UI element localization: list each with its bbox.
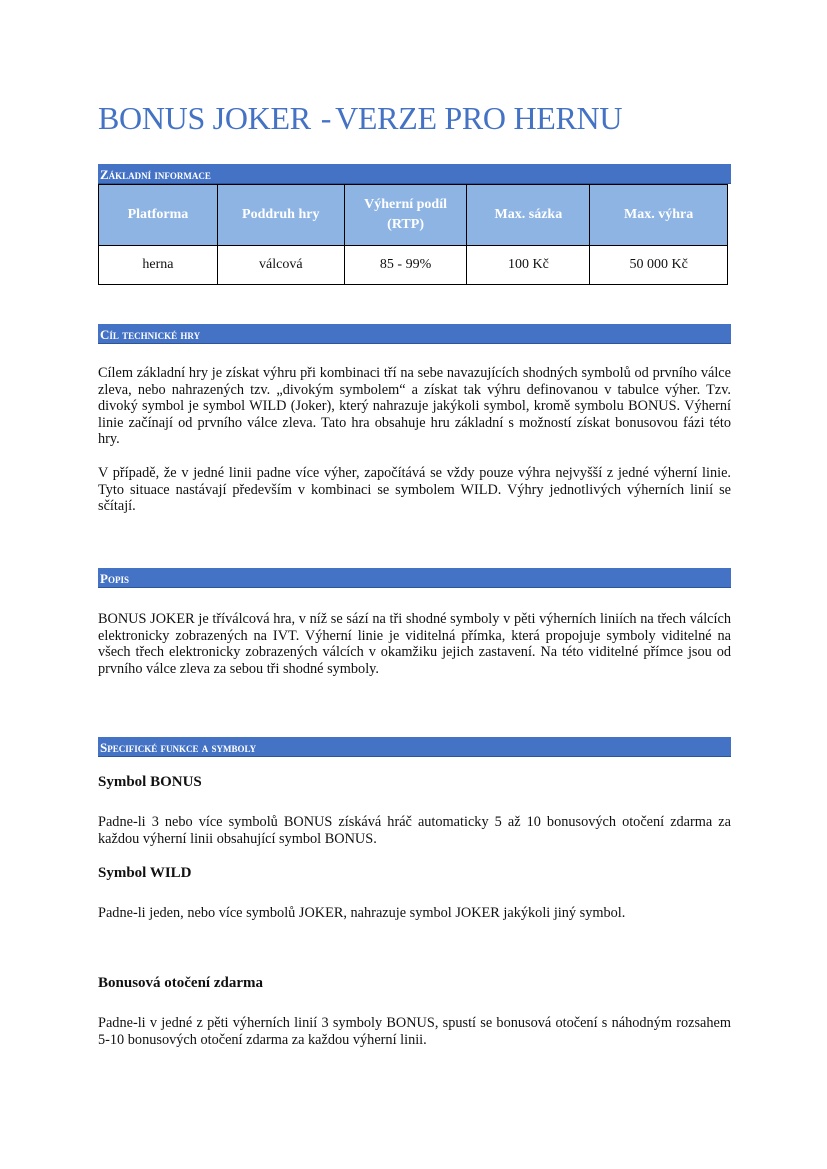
description-paragraph: BONUS JOKER je tříválcová hra, v níž se sází na tři shodné symboly v pěti výherních liniích na třech válcích elektronicky zobrazených na IVT. Výherní linie je viditelná přímka, která propojuje symboly viditelné na všech třech elektronicky zobrazených válcích v okamžiku jejich zastavení. Na této viditelné přímce jsou od prvního válce zleva za sebou tři shodné symboly. bbox=[98, 611, 731, 677]
free-spins-text: Padne-li v jedné z pěti výherních linií 3 symboly BONUS, spustí se bonusová otočení s náhodným rozsahem 5-10 bonusových otočení zdarma za každou výherní linii. bbox=[98, 1015, 731, 1048]
info-table bbox=[98, 184, 728, 285]
title-subtitle: VERZE PRO HERNU bbox=[335, 100, 623, 136]
section-description: Popis bbox=[98, 568, 731, 588]
section-goal: Cíl technické hry bbox=[98, 324, 731, 344]
info-table-header-row bbox=[99, 185, 728, 246]
info-header-max-bet: Max. sázka bbox=[467, 185, 590, 246]
page-title bbox=[98, 100, 622, 137]
info-value-max-bet: 100 Kč bbox=[467, 246, 590, 285]
goal-paragraph-1: Cílem základní hry je získat výhru při kombinaci tří na sebe navazujících shodných symbolů od prvního válce zleva, nebo nahrazených tzv. „divokým symbolem“ a získat tak výhru definovanou v tabulce výher. Tzv. divoký symbol je symbol WILD (Joker), který nahrazuje jakýkoli symbol, kromě symbolu BONUS. Výherní linie začínají od prvního válce zleva. Tato hra obsahuje hru základní s možností získat bonusovou fázi této hry. bbox=[98, 365, 731, 448]
info-header-rtp: Výherní podíl (RTP) bbox=[344, 185, 467, 246]
info-value-rtp: 85 - 99% bbox=[344, 246, 467, 285]
symbol-bonus-text: Padne-li 3 nebo více symbolů BONUS získává hráč automaticky 5 až 10 bonusových otočení zdarma za každou výherní linii obsahující symbol BONUS. bbox=[98, 814, 731, 847]
info-value-platform: herna bbox=[99, 246, 218, 285]
title-main: BONUS JOKER bbox=[98, 100, 311, 136]
heading-symbol-wild: Symbol WILD bbox=[98, 865, 192, 881]
info-value-subtype: válcová bbox=[217, 246, 344, 285]
goal-paragraph-2: V případě, že v jedné linii padne více výher, započítává se vždy pouze výhra nejvyšší z jedné výherní linie. Tyto situace nastávají především v kombinaci se symbolem WILD. Výhry jednotlivých výherních linií se sčítají. bbox=[98, 465, 731, 515]
section-specific: Specifické funkce a symboly bbox=[98, 737, 731, 757]
info-value-max-win: 50 000 Kč bbox=[590, 246, 728, 285]
info-header-subtype: Poddruh hry bbox=[217, 185, 344, 246]
info-header-max-win: Max. výhra bbox=[590, 185, 728, 246]
section-basic-info: Základní informace bbox=[98, 164, 731, 184]
symbol-wild-text: Padne-li jeden, nebo více symbolů JOKER, nahrazuje symbol JOKER jakýkoli jiný symbol. bbox=[98, 905, 626, 921]
heading-symbol-bonus: Symbol BONUS bbox=[98, 774, 202, 790]
table-row bbox=[99, 246, 728, 285]
info-header-platform: Platforma bbox=[99, 185, 218, 246]
heading-free-spins: Bonusová otočení zdarma bbox=[98, 975, 263, 991]
title-separator: - bbox=[320, 100, 332, 136]
